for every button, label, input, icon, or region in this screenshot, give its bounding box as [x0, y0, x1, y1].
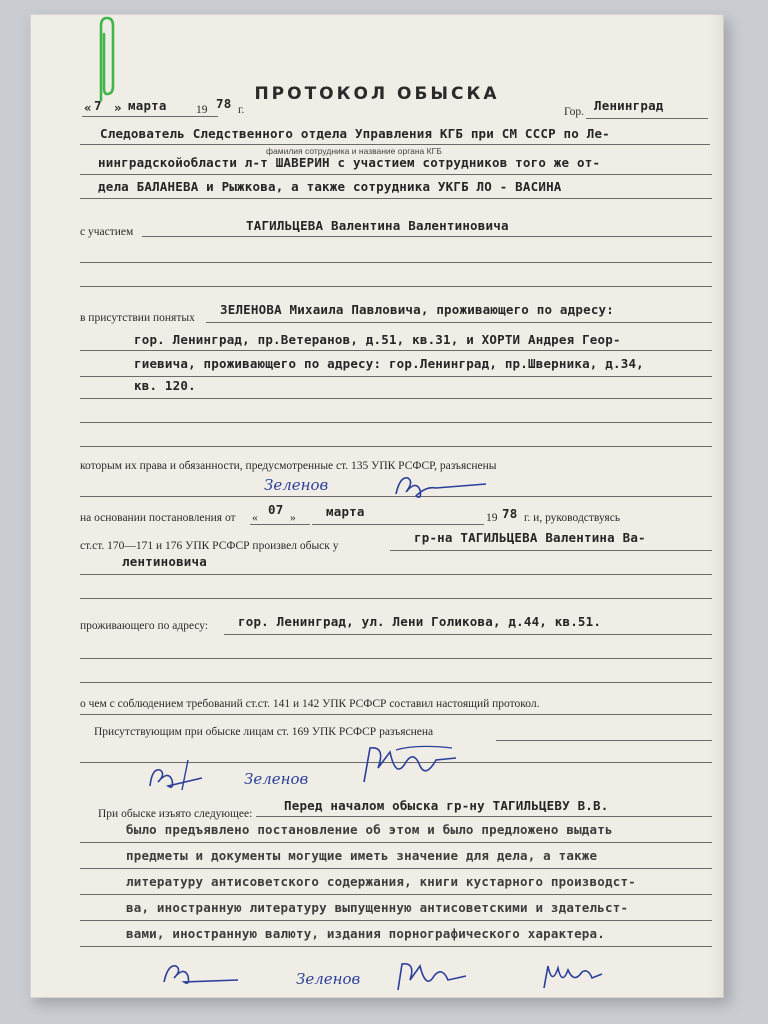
searched-line-1: гр-на ТАГИЛЬЦЕВА Валентина Ва-	[414, 530, 646, 545]
basis-year-prefix: 19	[486, 512, 498, 524]
rule-day	[82, 116, 126, 117]
signature-mark-1	[386, 466, 496, 506]
date-quote-open: «	[84, 100, 92, 115]
witnesses-line-3: гиевича, проживающего по адресу: гор.Ленинград, пр.Шверника, д.34,	[134, 356, 644, 371]
rule-seized-4	[80, 894, 712, 895]
address-value: гор. Ленинград, ул. Лени Голикова, д.44, кв.51.	[238, 614, 602, 629]
signature-mark-4	[158, 954, 248, 990]
rule-blank-5	[80, 598, 712, 599]
participant-name: ТАГИЛЬЦЕВА Валентина Валентиновича	[246, 218, 509, 233]
rule-basis-month	[312, 524, 484, 525]
witnesses-line-1: ЗЕЛЕНОВА Михаила Павловича, проживающего по адресу:	[220, 302, 615, 317]
rule-blank-2	[80, 286, 712, 287]
witnesses-line-2: гор. Ленинград, пр.Ветеранов, д.51, кв.31, и ХОРТИ Андрея Геор-	[134, 332, 621, 347]
rule-seized-1	[256, 816, 712, 817]
searched-line-2: лентиновича	[122, 554, 207, 569]
basis-quote-close: »	[290, 512, 296, 524]
investigator-line-3: дела БАЛАНЕВА и Рыжкова, а также сотрудника УКГБ ЛО - ВАСИНА	[98, 179, 562, 194]
rule-inv-3	[80, 198, 712, 199]
signature-mark-3	[356, 742, 466, 788]
signature-mark-5	[392, 958, 472, 994]
basis-day: 07	[268, 502, 284, 517]
seized-line-6: вами, иностранную валюту, издания порнографического характера.	[126, 926, 605, 941]
rule-blank-7	[80, 682, 712, 683]
witnesses-label: в присутствии понятых	[80, 312, 195, 324]
seized-line-3: предметы и документы могущие иметь значение для дела, а также	[126, 848, 598, 863]
rule-explained	[496, 740, 712, 741]
paper-edge	[708, 14, 724, 998]
rule-compliance	[80, 714, 712, 715]
rule-wit-4	[80, 398, 712, 399]
rule-seized-2	[80, 842, 712, 843]
rule-wit-2	[80, 350, 712, 351]
handwritten-signature-zelenov-3: Зеленов	[296, 970, 361, 988]
handwritten-signature-zelenov-2: Зеленов	[244, 770, 309, 788]
date-year-prefix: 19	[196, 104, 208, 116]
basis-quote-open: «	[252, 512, 258, 524]
signature-mark-2	[142, 756, 212, 796]
seized-line-2: было предъявлено постановление об этом и было предложено выдать	[126, 822, 613, 837]
document-title: ПРОТОКОЛ ОБЫСКА	[254, 84, 500, 104]
seized-line-1: Перед началом обыска гр-ну ТАГИЛЬЦЕВУ В.В.	[284, 798, 609, 813]
witnesses-line-4: кв. 120.	[134, 378, 196, 393]
articles-text: ст.ст. 170—171 и 176 УПК РСФСР произвел обыск у	[80, 540, 339, 552]
rule-blank-4	[80, 446, 712, 447]
rule-blank-1	[80, 262, 712, 263]
date-year: 78	[216, 96, 232, 111]
rule-month	[126, 116, 218, 117]
rule-participant	[142, 236, 712, 237]
basis-label: на основании постановления от	[80, 512, 236, 524]
date-day: 7	[94, 98, 102, 113]
rule-seized-5	[80, 920, 712, 921]
investigator-line-2: нинградскойобласти л-т ШАВЕРИН с участием сотрудников того же от-	[98, 155, 601, 170]
basis-year: 78	[502, 506, 518, 521]
rule-basis-day	[250, 524, 310, 525]
seized-line-4: литературу антисоветского содержания, книги кустарного производст-	[126, 874, 636, 889]
signature-mark-6	[538, 958, 608, 994]
rule-searched-2	[80, 574, 712, 575]
document-sheet	[30, 14, 724, 998]
date-month: марта	[128, 98, 167, 113]
rule-seized-6	[80, 946, 712, 947]
rule-blank-3	[80, 422, 712, 423]
investigator-caption: фамилия сотрудника и название органа КГБ	[266, 146, 442, 156]
investigator-line-1: Следователь Следственного отдела Управления КГБ при СМ СССР по Ле-	[100, 126, 610, 141]
rule-searched-1	[390, 550, 712, 551]
date-year-suffix: г.	[238, 104, 245, 116]
basis-month: марта	[326, 504, 365, 519]
rule-inv-1	[80, 144, 710, 145]
date-quote-close: »	[114, 100, 122, 115]
rule-wit-3	[80, 376, 712, 377]
rights-text: которым их права и обязанности, предусмотренные ст. 135 УПК РСФСР, разъяснены	[80, 460, 497, 472]
compliance-text: о чем с соблюдением требований ст.ст. 141 и 142 УПК РСФСР составил настоящий протокол.	[80, 698, 540, 710]
rule-blank-6	[80, 658, 712, 659]
city-value: Ленинград	[594, 98, 664, 113]
handwritten-signature-zelenov-1: Зеленов	[264, 476, 329, 494]
rule-inv-2	[80, 174, 712, 175]
explained-text: Присутствующим при обыске лицам ст. 169 УПК РСФСР разъяснена	[94, 726, 434, 738]
basis-suffix: г. и, руководствуясь	[524, 512, 621, 524]
rule-seized-3	[80, 868, 712, 869]
city-label: Гор.	[564, 106, 585, 118]
participation-label: с участием	[80, 226, 134, 238]
rule-address	[224, 634, 712, 635]
seized-line-5: ва, иностранную литературу выпущенную антисоветскими и здательст-	[126, 900, 629, 915]
rule-city	[586, 118, 708, 119]
rule-wit-1	[206, 322, 712, 323]
address-label: проживающего по адресу:	[80, 620, 209, 632]
seized-label: При обыске изъято следующее:	[98, 808, 253, 820]
